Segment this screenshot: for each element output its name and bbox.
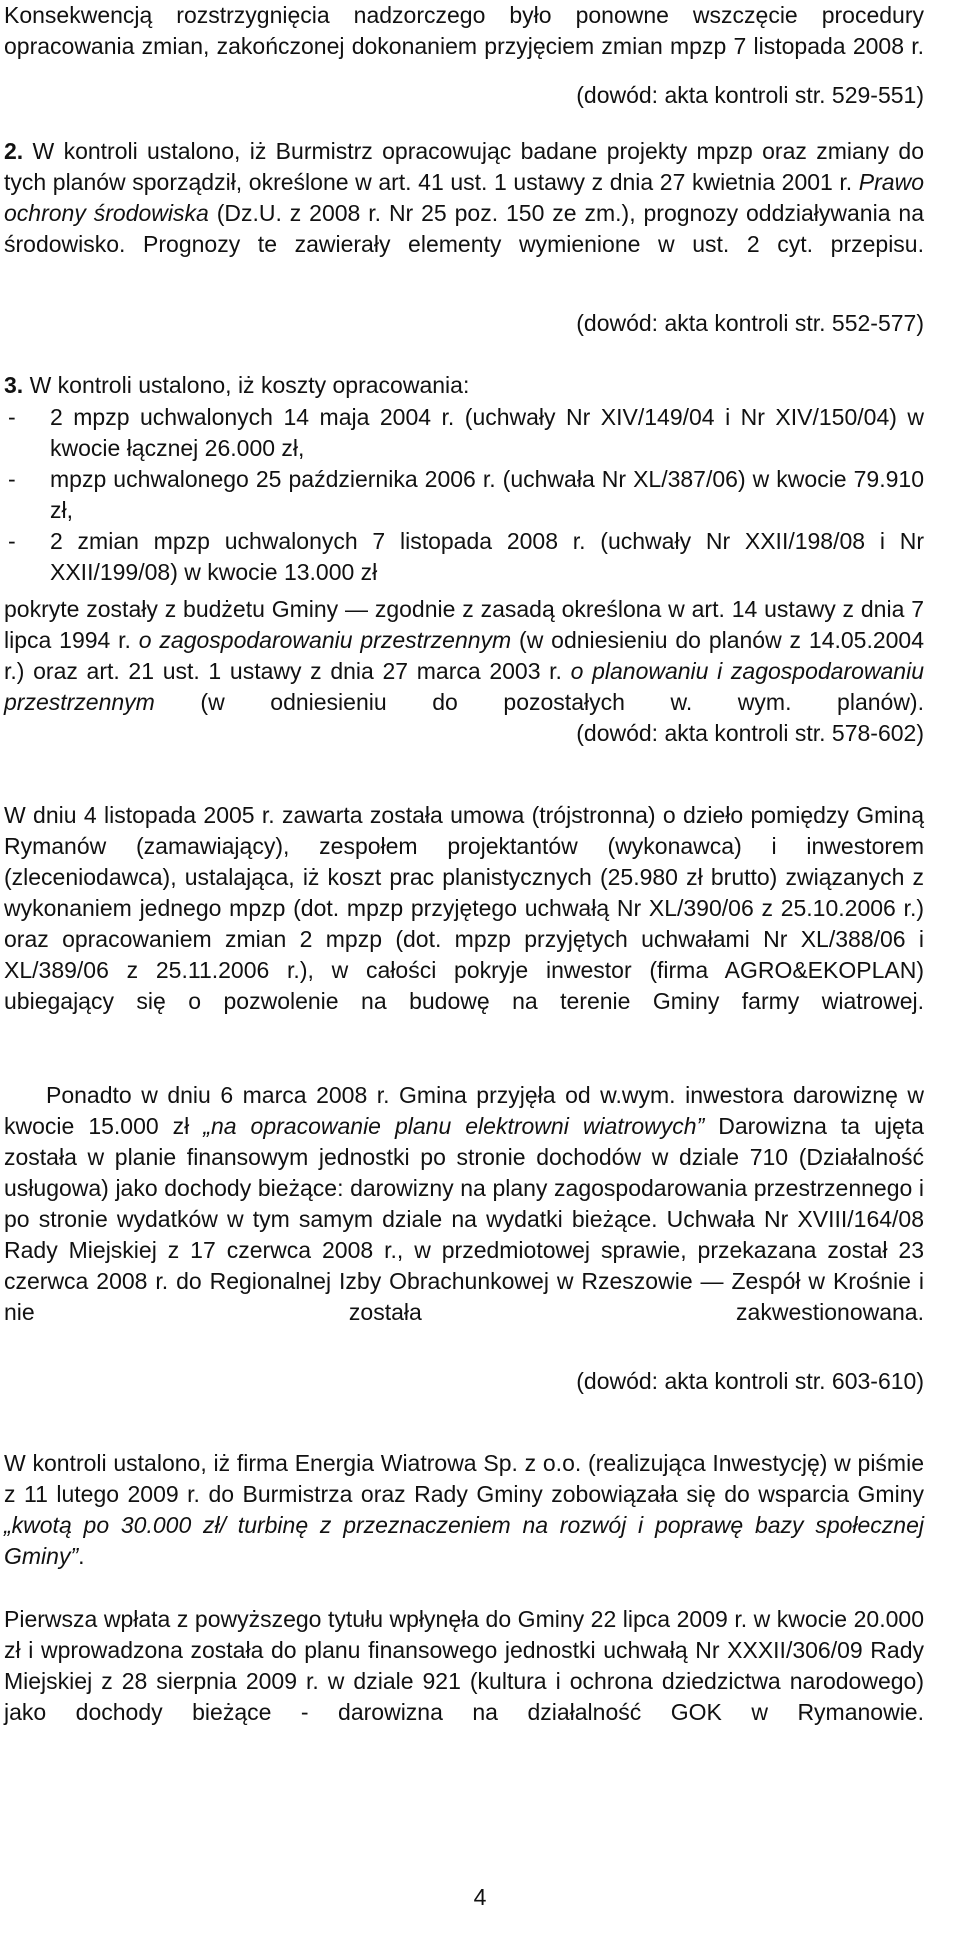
- evidence-note: (dowód: akta kontroli str. 529-551): [576, 82, 924, 108]
- evidence-note: (dowód: akta kontroli str. 552-577): [576, 310, 924, 336]
- donation-paragraph: Ponadto w dniu 6 marca 2008 r. Gmina przyjęła od w.wym. inwestora darowiznę w kwocie 15.000 zł „na opracowanie planu elektrowni wiatrowych” Darowizna ta ujęta została w planie finansowym jednostki po stronie dochodów w dziale 710 (Działalność usługowa) jako dochody bieżące: darowizny na plany zagospodarowania przestrzennego i po stronie wydatków w tym samym dziale na wydatki bieżące. Uchwała Nr XVIII/164/08 Rady Miejskiej z 17 czerwca 2008 r., w przedmiotowej sprawie, przekazana został 23 czerwca 2008 r. do Regionalnej Izby Obrachunkowej w Rzeszowie — Zespół w Krośnie i nie została zakwestionowana.: [4, 1082, 924, 1325]
- page-number: 4: [473, 1884, 487, 1910]
- quoted-commitment: „kwotą po 30.000 zł/ turbinę z przeznaczeniem na rozwój i poprawę bazy społecznej Gminy”: [4, 1512, 924, 1569]
- intro-paragraph: Konsekwencją rozstrzygnięcia nadzorczego było ponowne wszczęcie procedury opracowania zmian, zakończonej dokonaniem przyjęciem zmian mpzp 7 listopada 2008 r.: [4, 2, 924, 59]
- section-3-intro: 3. W kontroli ustalono, iż koszty opracowania:: [4, 372, 470, 398]
- payment-paragraph: Pierwsza wpłata z powyższego tytułu wpłynęła do Gminy 22 lipca 2009 r. w kwocie 20.000 zł i wprowadzona została do planu finansowego jednostki uchwałą Nr XXXII/306/09 Rady Miejskiej z 28 sierpnia 2009 r. w dziale 921 (kultura i ochrona dziedzictwa narodowego) jako dochody bieżące - darowizna na działalność GOK w Rymanowie.: [4, 1606, 924, 1725]
- section-2-paragraph: 2. W kontroli ustalono, iż Burmistrz opracowując badane projekty mpzp oraz zmiany do tych planów sporządził, określone w art. 41 ust. 1 ustawy z dnia 27 kwietnia 2001 r. Prawo ochrony środowiska (Dz.U. z 2008 r. Nr 25 poz. 150 ze zm.), prognozy oddziaływania na środowisko. Prognozy te zawierały elementy wymienione w ust. 2 cyt. przepisu.: [4, 138, 924, 257]
- section-number: 3.: [4, 372, 24, 398]
- act-title: Prawo ochrony środowiska: [4, 169, 924, 226]
- evidence-note: (dowód: akta kontroli str. 578-602): [576, 720, 924, 746]
- list-item: - 2 zmian mpzp uchwalonych 7 listopada 2008 r. (uchwały Nr XXII/198/08 i Nr XXII/199/08) w kwocie 13.000 zł: [4, 526, 924, 588]
- quoted-purpose: „na opracowanie planu elektrowni wiatrowych”: [203, 1113, 705, 1139]
- evidence-note: (dowód: akta kontroli str. 603-610): [576, 1368, 924, 1394]
- section-number: 2.: [4, 138, 24, 164]
- cost-list: [4, 402, 924, 588]
- energy-paragraph: W kontroli ustalono, iż firma Energia Wiatrowa Sp. z o.o. (realizująca Inwestycję) w piśmie z 11 lutego 2009 r. do Burmistrza oraz Rady Gminy zobowiązała się do wsparcia Gminy „kwotą po 30.000 zł/ turbinę z przeznaczeniem na rozwój i poprawę bazy społecznej Gminy”.: [4, 1450, 924, 1569]
- list-item: - 2 mpzp uchwalonych 14 maja 2004 r. (uchwały Nr XIV/149/04 i Nr XIV/150/04) w kwocie łącznej 26.000 zł,: [4, 402, 924, 464]
- act-title: o planowaniu i zagospodarowaniu przestrzennym: [4, 658, 925, 715]
- act-title: o zagospodarowaniu przestrzennym: [138, 627, 512, 653]
- contract-paragraph: W dniu 4 listopada 2005 r. zawarta została umowa (trójstronna) o dzieło pomiędzy Gminą Rymanów (zamawiający), zespołem projektantów (wykonawca) i inwestorem (zleceniodawca), ustalająca, iż koszt prac planistycznych (25.980 zł brutto) związanych z wykonaniem jednego mpzp (dot. mpzp przyjętego uchwałą Nr XL/390/06 z 25.10.2006 r.) oraz opracowaniem zmian 2 mpzp (dot. mpzp przyjętych uchwałami Nr XL/388/06 i XL/389/06 z 25.11.2006 r.), w całości pokryje inwestor (firma AGRO&EKOPLAN) ubiegający się o pozwolenie na budowę na terenie Gminy farmy wiatrowej.: [4, 802, 924, 1014]
- list-item: - mpzp uchwalonego 25 października 2006 r. (uchwała Nr XL/387/06) w kwocie 79.910 zł,: [4, 464, 924, 526]
- section-3-paragraph: pokryte zostały z budżetu Gminy — zgodnie z zasadą określona w art. 14 ustawy z dnia 7 lipca 1994 r. o zagospodarowaniu przestrzennym (w odniesieniu do planów z 14.05.2004 r.) oraz art. 21 ust. 1 ustawy z dnia 27 marca 2003 r. o planowaniu i zagospodarowaniu przestrzennym (w odniesieniu do pozostałych w. wym. planów).: [4, 596, 925, 715]
